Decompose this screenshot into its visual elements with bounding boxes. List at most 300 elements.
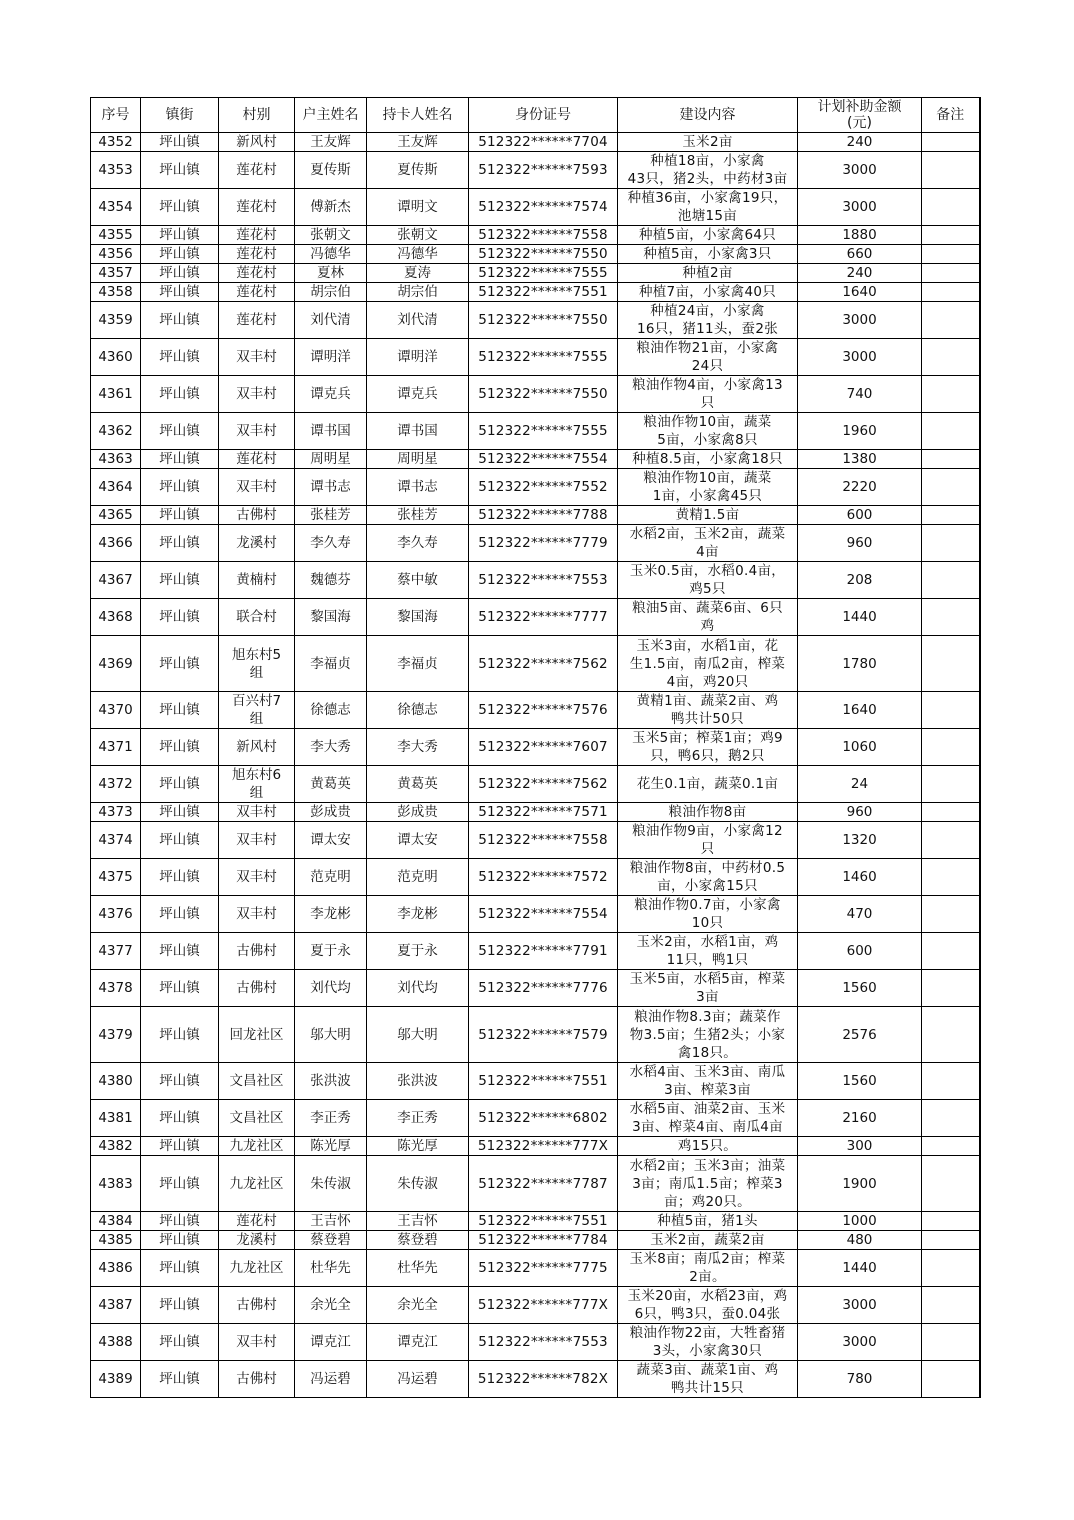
cell-remark — [922, 133, 980, 152]
cell-index: 4382 — [91, 1137, 141, 1156]
cell-cardholder: 胡宗伯 — [367, 283, 469, 302]
cell-village: 旭东村5 组 — [219, 636, 295, 692]
cell-index: 4379 — [91, 1007, 141, 1063]
cell-remark — [922, 525, 980, 562]
cell-householder: 夏传斯 — [295, 152, 367, 189]
cell-remark — [922, 283, 980, 302]
cell-village: 龙溪村 — [219, 1231, 295, 1250]
table-row — [91, 803, 980, 822]
cell-id-number: 512322******7551 — [469, 283, 618, 302]
cell-amount: 2220 — [798, 469, 922, 506]
cell-village: 莲花村 — [219, 283, 295, 302]
col-header-village: 村别 — [219, 98, 295, 133]
cell-amount: 3000 — [798, 339, 922, 376]
cell-village: 双丰村 — [219, 339, 295, 376]
cell-cardholder: 冯德华 — [367, 245, 469, 264]
cell-content: 种植5亩，小家禽3只 — [618, 245, 798, 264]
table-row — [91, 1063, 980, 1100]
cell-amount: 3000 — [798, 1324, 922, 1361]
table-row — [91, 1361, 980, 1398]
cell-amount: 300 — [798, 1137, 922, 1156]
cell-village: 莲花村 — [219, 189, 295, 226]
cell-amount: 780 — [798, 1361, 922, 1398]
cell-town: 坪山镇 — [141, 599, 219, 636]
cell-amount: 600 — [798, 506, 922, 525]
cell-id-number: 512322******7555 — [469, 413, 618, 450]
cell-id-number: 512322******7791 — [469, 933, 618, 970]
cell-town: 坪山镇 — [141, 822, 219, 859]
cell-remark — [922, 729, 980, 766]
cell-town: 坪山镇 — [141, 469, 219, 506]
cell-id-number: 512322******7775 — [469, 1250, 618, 1287]
cell-index: 4355 — [91, 226, 141, 245]
cell-index: 4381 — [91, 1100, 141, 1137]
cell-village: 双丰村 — [219, 822, 295, 859]
cell-index: 4389 — [91, 1361, 141, 1398]
cell-householder: 王吉怀 — [295, 1212, 367, 1231]
cell-content: 玉米3亩，水稻1亩，花 生1.5亩，南瓜2亩，榨菜 4亩，鸡20只 — [618, 636, 798, 692]
cell-index: 4384 — [91, 1212, 141, 1231]
cell-amount: 3000 — [798, 189, 922, 226]
cell-content: 粮油作物8亩 — [618, 803, 798, 822]
cell-index: 4361 — [91, 376, 141, 413]
cell-village: 古佛村 — [219, 1287, 295, 1324]
cell-town: 坪山镇 — [141, 803, 219, 822]
cell-id-number: 512322******7552 — [469, 469, 618, 506]
cell-amount: 1060 — [798, 729, 922, 766]
table-row — [91, 1324, 980, 1361]
table-row — [91, 339, 980, 376]
cell-town: 坪山镇 — [141, 692, 219, 729]
cell-cardholder: 冯运碧 — [367, 1361, 469, 1398]
cell-remark — [922, 1361, 980, 1398]
cell-town: 坪山镇 — [141, 339, 219, 376]
cell-id-number: 512322******7555 — [469, 264, 618, 283]
cell-village: 双丰村 — [219, 896, 295, 933]
cell-householder: 杜华先 — [295, 1250, 367, 1287]
cell-cardholder: 谭克兵 — [367, 376, 469, 413]
cell-remark — [922, 896, 980, 933]
cell-town: 坪山镇 — [141, 1100, 219, 1137]
cell-householder: 彭成贵 — [295, 803, 367, 822]
cell-index: 4370 — [91, 692, 141, 729]
col-header-remark: 备注 — [922, 98, 980, 133]
cell-village: 新风村 — [219, 133, 295, 152]
cell-householder: 李正秀 — [295, 1100, 367, 1137]
cell-id-number: 512322******7554 — [469, 896, 618, 933]
cell-remark — [922, 859, 980, 896]
table-row — [91, 933, 980, 970]
cell-householder: 谭书志 — [295, 469, 367, 506]
cell-index: 4388 — [91, 1324, 141, 1361]
table-row — [91, 226, 980, 245]
cell-cardholder: 谭克江 — [367, 1324, 469, 1361]
cell-amount: 1880 — [798, 226, 922, 245]
cell-remark — [922, 245, 980, 264]
cell-amount: 3000 — [798, 302, 922, 339]
cell-content: 玉米8亩；南瓜2亩；榨菜 2亩。 — [618, 1250, 798, 1287]
cell-remark — [922, 1100, 980, 1137]
cell-householder: 傅新杰 — [295, 189, 367, 226]
cell-id-number: 512322******7551 — [469, 1063, 618, 1100]
cell-cardholder: 黎国海 — [367, 599, 469, 636]
cell-village: 莲花村 — [219, 264, 295, 283]
cell-householder: 余光全 — [295, 1287, 367, 1324]
cell-index: 4387 — [91, 1287, 141, 1324]
table-row — [91, 450, 980, 469]
cell-cardholder: 刘代清 — [367, 302, 469, 339]
cell-id-number: 512322******7704 — [469, 133, 618, 152]
cell-cardholder: 李龙彬 — [367, 896, 469, 933]
cell-cardholder: 徐德志 — [367, 692, 469, 729]
cell-content: 花生0.1亩，蔬菜0.1亩 — [618, 766, 798, 803]
cell-id-number: 512322******7562 — [469, 636, 618, 692]
cell-village: 古佛村 — [219, 506, 295, 525]
cell-index: 4375 — [91, 859, 141, 896]
cell-id-number: 512322******7777 — [469, 599, 618, 636]
table-row — [91, 1212, 980, 1231]
cell-cardholder: 周明星 — [367, 450, 469, 469]
cell-cardholder: 蔡登碧 — [367, 1231, 469, 1250]
cell-cardholder: 谭明文 — [367, 189, 469, 226]
cell-amount: 1560 — [798, 1063, 922, 1100]
cell-cardholder: 范克明 — [367, 859, 469, 896]
cell-remark — [922, 562, 980, 599]
cell-cardholder: 夏于永 — [367, 933, 469, 970]
cell-village: 龙溪村 — [219, 525, 295, 562]
cell-id-number: 512322******6802 — [469, 1100, 618, 1137]
cell-content: 玉米2亩 — [618, 133, 798, 152]
cell-householder: 谭克兵 — [295, 376, 367, 413]
cell-content: 黄精1.5亩 — [618, 506, 798, 525]
cell-town: 坪山镇 — [141, 152, 219, 189]
cell-village: 九龙社区 — [219, 1156, 295, 1212]
cell-id-number: 512322******7776 — [469, 970, 618, 1007]
col-header-index: 序号 — [91, 98, 141, 133]
cell-index: 4363 — [91, 450, 141, 469]
cell-id-number: 512322******7562 — [469, 766, 618, 803]
cell-village: 双丰村 — [219, 859, 295, 896]
cell-town: 坪山镇 — [141, 283, 219, 302]
cell-remark — [922, 450, 980, 469]
cell-householder: 范克明 — [295, 859, 367, 896]
cell-householder: 冯德华 — [295, 245, 367, 264]
cell-content: 玉米20亩，水稻23亩，鸡 6只，鸭3只，蚕0.04张 — [618, 1287, 798, 1324]
cell-content: 水稻5亩、油菜2亩、玉米 3亩、榨菜4亩、南瓜4亩 — [618, 1100, 798, 1137]
cell-remark — [922, 413, 980, 450]
cell-content: 水稻2亩，玉米2亩，蔬菜 4亩 — [618, 525, 798, 562]
cell-cardholder: 李久寿 — [367, 525, 469, 562]
cell-index: 4374 — [91, 822, 141, 859]
cell-town: 坪山镇 — [141, 1156, 219, 1212]
cell-id-number: 512322******782X — [469, 1361, 618, 1398]
cell-remark — [922, 1156, 980, 1212]
cell-cardholder: 朱传淑 — [367, 1156, 469, 1212]
cell-index: 4364 — [91, 469, 141, 506]
cell-content: 玉米2亩，蔬菜2亩 — [618, 1231, 798, 1250]
cell-remark — [922, 803, 980, 822]
cell-village: 文昌社区 — [219, 1063, 295, 1100]
cell-id-number: 512322******7550 — [469, 302, 618, 339]
cell-remark — [922, 189, 980, 226]
cell-id-number: 512322******777X — [469, 1287, 618, 1324]
cell-cardholder: 李大秀 — [367, 729, 469, 766]
cell-amount: 208 — [798, 562, 922, 599]
cell-index: 4380 — [91, 1063, 141, 1100]
cell-town: 坪山镇 — [141, 1287, 219, 1324]
cell-remark — [922, 226, 980, 245]
cell-village: 旭东村6 组 — [219, 766, 295, 803]
cell-amount: 3000 — [798, 152, 922, 189]
cell-cardholder: 陈光厚 — [367, 1137, 469, 1156]
cell-householder: 张桂芳 — [295, 506, 367, 525]
cell-householder: 周明星 — [295, 450, 367, 469]
cell-remark — [922, 933, 980, 970]
cell-amount: 480 — [798, 1231, 922, 1250]
table-row — [91, 245, 980, 264]
cell-content: 水稻2亩；玉米3亩；油菜 3亩；南瓜1.5亩；榨菜3 亩；鸡20只。 — [618, 1156, 798, 1212]
cell-index: 4360 — [91, 339, 141, 376]
cell-index: 4377 — [91, 933, 141, 970]
cell-amount: 1900 — [798, 1156, 922, 1212]
col-header-amount: 计划补助金额 (元) — [798, 98, 922, 133]
cell-householder: 谭克江 — [295, 1324, 367, 1361]
cell-index: 4359 — [91, 302, 141, 339]
cell-index: 4367 — [91, 562, 141, 599]
cell-id-number: 512322******7607 — [469, 729, 618, 766]
cell-content: 粮油作物8亩，中药材0.5 亩，小家禽15只 — [618, 859, 798, 896]
cell-town: 坪山镇 — [141, 413, 219, 450]
cell-householder: 魏德芬 — [295, 562, 367, 599]
cell-content: 种植7亩，小家禽40只 — [618, 283, 798, 302]
cell-householder: 胡宗伯 — [295, 283, 367, 302]
col-header-cardholder: 持卡人姓名 — [367, 98, 469, 133]
cell-content: 种植2亩 — [618, 264, 798, 283]
cell-index: 4353 — [91, 152, 141, 189]
cell-householder: 李福贞 — [295, 636, 367, 692]
cell-town: 坪山镇 — [141, 896, 219, 933]
cell-cardholder: 张朝文 — [367, 226, 469, 245]
cell-town: 坪山镇 — [141, 506, 219, 525]
cell-id-number: 512322******7579 — [469, 1007, 618, 1063]
cell-householder: 李久寿 — [295, 525, 367, 562]
cell-id-number: 512322******7784 — [469, 1231, 618, 1250]
cell-content: 玉米5亩；榨菜1亩；鸡9 只，鸭6只，鹅2只 — [618, 729, 798, 766]
cell-remark — [922, 469, 980, 506]
cell-cardholder: 刘代均 — [367, 970, 469, 1007]
cell-village: 双丰村 — [219, 1324, 295, 1361]
table-row — [91, 1007, 980, 1063]
cell-cardholder: 谭太安 — [367, 822, 469, 859]
cell-town: 坪山镇 — [141, 729, 219, 766]
cell-town: 坪山镇 — [141, 1324, 219, 1361]
cell-householder: 谭书国 — [295, 413, 367, 450]
table-row — [91, 152, 980, 189]
cell-village: 双丰村 — [219, 469, 295, 506]
cell-village: 莲花村 — [219, 245, 295, 264]
cell-village: 九龙社区 — [219, 1250, 295, 1287]
cell-content: 玉米0.5亩，水稻0.4亩， 鸡5只 — [618, 562, 798, 599]
cell-amount: 960 — [798, 803, 922, 822]
cell-id-number: 512322******7550 — [469, 245, 618, 264]
cell-remark — [922, 822, 980, 859]
cell-id-number: 512322******7572 — [469, 859, 618, 896]
cell-index: 4373 — [91, 803, 141, 822]
cell-content: 粮油作物9亩，小家禽12 只 — [618, 822, 798, 859]
cell-id-number: 512322******7558 — [469, 822, 618, 859]
col-header-id-number: 身份证号 — [469, 98, 618, 133]
cell-amount: 24 — [798, 766, 922, 803]
cell-cardholder: 黄葛英 — [367, 766, 469, 803]
cell-remark — [922, 1212, 980, 1231]
table-row — [91, 264, 980, 283]
cell-amount: 2576 — [798, 1007, 922, 1063]
cell-content: 种植5亩，猪1头 — [618, 1212, 798, 1231]
cell-remark — [922, 376, 980, 413]
cell-content: 粮油作物21亩，小家禽 24只 — [618, 339, 798, 376]
cell-content: 粮油作物10亩，蔬菜 1亩，小家禽45只 — [618, 469, 798, 506]
cell-amount: 1000 — [798, 1212, 922, 1231]
cell-content: 粮油作物8.3亩；蔬菜作 物3.5亩；生猪2头；小家 禽18只。 — [618, 1007, 798, 1063]
cell-village: 莲花村 — [219, 152, 295, 189]
cell-id-number: 512322******7554 — [469, 450, 618, 469]
table-row — [91, 1156, 980, 1212]
cell-id-number: 512322******7555 — [469, 339, 618, 376]
cell-householder: 李大秀 — [295, 729, 367, 766]
col-header-householder: 户主姓名 — [295, 98, 367, 133]
cell-index: 4356 — [91, 245, 141, 264]
cell-content: 水稻4亩、玉米3亩、南瓜 3亩、榨菜3亩 — [618, 1063, 798, 1100]
cell-town: 坪山镇 — [141, 189, 219, 226]
cell-remark — [922, 766, 980, 803]
table-row — [91, 1250, 980, 1287]
col-header-town: 镇街 — [141, 98, 219, 133]
cell-town: 坪山镇 — [141, 133, 219, 152]
table-row — [91, 1287, 980, 1324]
cell-remark — [922, 339, 980, 376]
cell-amount: 1440 — [798, 1250, 922, 1287]
cell-village: 莲花村 — [219, 226, 295, 245]
cell-id-number: 512322******777X — [469, 1137, 618, 1156]
cell-cardholder: 王友辉 — [367, 133, 469, 152]
cell-remark — [922, 264, 980, 283]
subsidy-table — [90, 97, 981, 1398]
cell-householder: 夏林 — [295, 264, 367, 283]
cell-town: 坪山镇 — [141, 1361, 219, 1398]
cell-village: 莲花村 — [219, 1212, 295, 1231]
cell-householder: 谭太安 — [295, 822, 367, 859]
table-row — [91, 599, 980, 636]
cell-village: 双丰村 — [219, 803, 295, 822]
cell-amount: 470 — [798, 896, 922, 933]
cell-id-number: 512322******7788 — [469, 506, 618, 525]
cell-householder: 徐德志 — [295, 692, 367, 729]
cell-index: 4357 — [91, 264, 141, 283]
cell-householder: 冯运碧 — [295, 1361, 367, 1398]
cell-town: 坪山镇 — [141, 450, 219, 469]
cell-content: 粮油作物4亩，小家禽13 只 — [618, 376, 798, 413]
cell-householder: 邬大明 — [295, 1007, 367, 1063]
cell-village: 莲花村 — [219, 450, 295, 469]
table-row — [91, 302, 980, 339]
cell-amount: 1440 — [798, 599, 922, 636]
cell-id-number: 512322******7593 — [469, 152, 618, 189]
cell-amount: 1380 — [798, 450, 922, 469]
cell-amount: 1960 — [798, 413, 922, 450]
cell-town: 坪山镇 — [141, 245, 219, 264]
cell-amount: 740 — [798, 376, 922, 413]
cell-index: 4368 — [91, 599, 141, 636]
cell-cardholder: 张桂芳 — [367, 506, 469, 525]
cell-content: 粮油5亩、蔬菜6亩、6只 鸡 — [618, 599, 798, 636]
cell-householder: 王友辉 — [295, 133, 367, 152]
cell-amount: 240 — [798, 264, 922, 283]
cell-town: 坪山镇 — [141, 970, 219, 1007]
cell-town: 坪山镇 — [141, 1231, 219, 1250]
cell-cardholder: 余光全 — [367, 1287, 469, 1324]
cell-town: 坪山镇 — [141, 859, 219, 896]
table-row — [91, 692, 980, 729]
cell-amount: 1560 — [798, 970, 922, 1007]
cell-village: 古佛村 — [219, 933, 295, 970]
cell-index: 4386 — [91, 1250, 141, 1287]
cell-town: 坪山镇 — [141, 1250, 219, 1287]
cell-town: 坪山镇 — [141, 1137, 219, 1156]
cell-householder: 黄葛英 — [295, 766, 367, 803]
cell-content: 种植8.5亩，小家禽18只 — [618, 450, 798, 469]
table-row — [91, 1100, 980, 1137]
cell-householder: 蔡登碧 — [295, 1231, 367, 1250]
cell-householder: 陈光厚 — [295, 1137, 367, 1156]
cell-householder: 谭明洋 — [295, 339, 367, 376]
cell-village: 百兴村7 组 — [219, 692, 295, 729]
cell-index: 4352 — [91, 133, 141, 152]
table-row — [91, 1231, 980, 1250]
cell-amount: 660 — [798, 245, 922, 264]
cell-town: 坪山镇 — [141, 562, 219, 599]
table-row — [91, 729, 980, 766]
cell-amount: 600 — [798, 933, 922, 970]
cell-index: 4372 — [91, 766, 141, 803]
cell-village: 文昌社区 — [219, 1100, 295, 1137]
table-row — [91, 970, 980, 1007]
cell-town: 坪山镇 — [141, 264, 219, 283]
header-row — [91, 98, 980, 133]
cell-town: 坪山镇 — [141, 933, 219, 970]
cell-village: 双丰村 — [219, 376, 295, 413]
cell-remark — [922, 1063, 980, 1100]
table-row — [91, 1137, 980, 1156]
cell-town: 坪山镇 — [141, 302, 219, 339]
cell-content: 玉米5亩，水稻5亩，榨菜 3亩 — [618, 970, 798, 1007]
cell-content: 蔬菜3亩、蔬菜1亩、鸡 鸭共计15只 — [618, 1361, 798, 1398]
cell-amount: 2160 — [798, 1100, 922, 1137]
cell-content: 种植18亩，小家禽 43只，猪2头，中药材3亩 — [618, 152, 798, 189]
cell-index: 4354 — [91, 189, 141, 226]
table-row — [91, 469, 980, 506]
cell-id-number: 512322******7553 — [469, 562, 618, 599]
cell-town: 坪山镇 — [141, 1212, 219, 1231]
cell-village: 黄楠村 — [219, 562, 295, 599]
cell-village: 九龙社区 — [219, 1137, 295, 1156]
cell-amount: 1460 — [798, 859, 922, 896]
cell-remark — [922, 1231, 980, 1250]
table-row — [91, 413, 980, 450]
cell-cardholder: 张洪波 — [367, 1063, 469, 1100]
cell-village: 新风村 — [219, 729, 295, 766]
table-row — [91, 896, 980, 933]
cell-cardholder: 李正秀 — [367, 1100, 469, 1137]
